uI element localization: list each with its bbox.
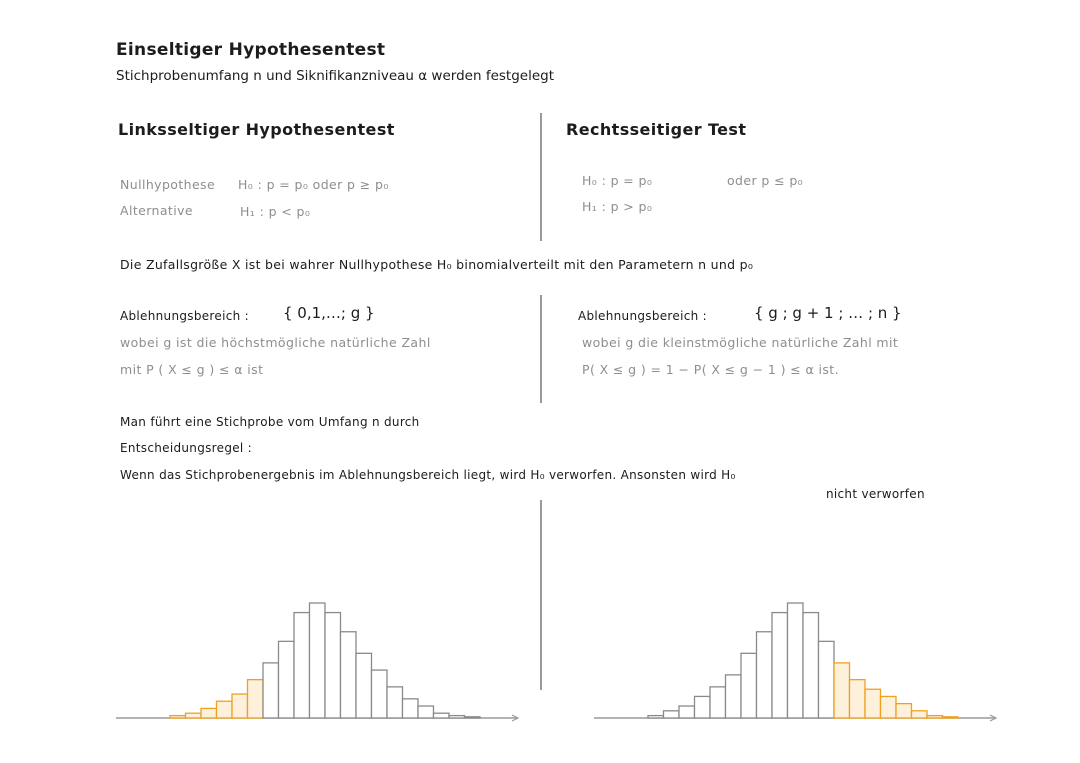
right-histogram-bar-13 xyxy=(850,680,866,718)
right-histogram-bar-0 xyxy=(648,716,664,718)
right-reject-desc1: wobei g die kleinstmögliche natürliche Zahl mit xyxy=(582,335,899,350)
left-heading: Linksseltiger Hypothesentest xyxy=(118,120,395,139)
right-heading: Rechtsseitiger Test xyxy=(566,120,747,139)
right-histogram-bar-17 xyxy=(912,711,928,718)
left-histogram-bar-6 xyxy=(263,663,279,718)
right-histogram-bar-4 xyxy=(710,687,726,718)
left-histogram-bar-7 xyxy=(279,641,295,718)
page-title: Einseltiger Hypothesentest xyxy=(116,40,386,60)
right-histogram-bar-19 xyxy=(943,717,959,718)
left-histogram xyxy=(110,590,530,730)
right-histogram-bar-15 xyxy=(881,696,897,718)
divider-middle xyxy=(540,295,542,403)
divider-top xyxy=(540,113,542,241)
page-subtitle: Stichprobenumfang n und Siknifikanzniveau α werden festgelegt xyxy=(116,68,554,84)
right-reject-set: { g ; g + 1 ; … ; n } xyxy=(754,304,902,322)
left-h0-label: Nullhypothese xyxy=(120,177,216,192)
left-h1-label: Alternative xyxy=(120,203,193,218)
right-histogram-bar-12 xyxy=(834,663,850,718)
left-histogram-bar-1 xyxy=(186,713,202,718)
left-histogram-bar-19 xyxy=(465,717,481,718)
right-histogram-bar-7 xyxy=(757,632,773,718)
left-histogram-bar-3 xyxy=(217,701,233,718)
decision-label: Entscheidungsregel : xyxy=(120,441,253,455)
left-reject-desc2: mit P ( X ≤ g ) ≤ α ist xyxy=(120,362,264,377)
right-h0-formula: H₀ : p = p₀ xyxy=(582,173,653,188)
right-histogram-bar-11 xyxy=(819,641,835,718)
right-h1-formula: H₁ : p > p₀ xyxy=(582,199,653,214)
left-reject-set: { 0,1,…; g } xyxy=(283,304,375,322)
distribution-text: Die Zufallsgröße X ist bei wahrer Nullhypothese H₀ binomialverteilt mit den Parametern n und p₀ xyxy=(120,257,754,272)
right-histogram-bar-2 xyxy=(679,706,695,718)
decision-line1: Man führt eine Stichprobe vom Umfang n durch xyxy=(120,415,420,429)
right-histogram-bar-1 xyxy=(664,711,680,718)
left-histogram-bar-4 xyxy=(232,694,248,718)
decision-line2: Wenn das Stichprobenergebnis im Ablehnungsbereich liegt, wird H₀ verworfen. Ansonsten wird H₀ xyxy=(120,468,736,482)
right-histogram-bar-10 xyxy=(803,613,819,718)
left-histogram-bar-14 xyxy=(387,687,403,718)
left-histogram-bar-16 xyxy=(418,706,434,718)
left-h1-formula: H₁ : p < p₀ xyxy=(240,204,311,219)
decision-line3: nicht verworfen xyxy=(826,487,925,501)
left-histogram-bar-8 xyxy=(294,613,310,718)
left-reject-label: Ablehnungsbereich : xyxy=(120,309,249,323)
right-histogram-bar-9 xyxy=(788,603,804,718)
right-histogram-bar-16 xyxy=(896,704,912,718)
right-reject-desc2: P( X ≤ g ) = 1 − P( X ≤ g − 1 ) ≤ α ist. xyxy=(582,362,839,377)
left-histogram-bar-10 xyxy=(325,613,341,718)
right-reject-label: Ablehnungsbereich : xyxy=(578,309,707,323)
right-histogram-bar-6 xyxy=(741,653,757,718)
left-reject-desc1: wobei g ist die höchstmögliche natürliche Zahl xyxy=(120,335,431,350)
divider-bottom xyxy=(540,500,542,690)
left-histogram-bar-18 xyxy=(449,716,465,718)
left-histogram-bar-17 xyxy=(434,713,450,718)
right-h0-or: oder p ≤ p₀ xyxy=(727,173,804,188)
left-histogram-bar-0 xyxy=(170,716,186,718)
left-h0-formula: H₀ : p = p₀ oder p ≥ p₀ xyxy=(238,177,389,192)
left-histogram-bar-11 xyxy=(341,632,357,718)
right-histogram-bar-5 xyxy=(726,675,742,718)
right-histogram-bar-14 xyxy=(865,689,881,718)
right-histogram xyxy=(588,590,1008,730)
right-histogram-bar-18 xyxy=(927,716,943,718)
right-histogram-bar-8 xyxy=(772,613,788,718)
left-histogram-bar-2 xyxy=(201,708,217,718)
left-histogram-bar-15 xyxy=(403,699,419,718)
right-histogram-bar-3 xyxy=(695,696,711,718)
left-histogram-bar-13 xyxy=(372,670,388,718)
left-histogram-bar-12 xyxy=(356,653,372,718)
left-histogram-bar-5 xyxy=(248,680,264,718)
left-histogram-bar-9 xyxy=(310,603,326,718)
